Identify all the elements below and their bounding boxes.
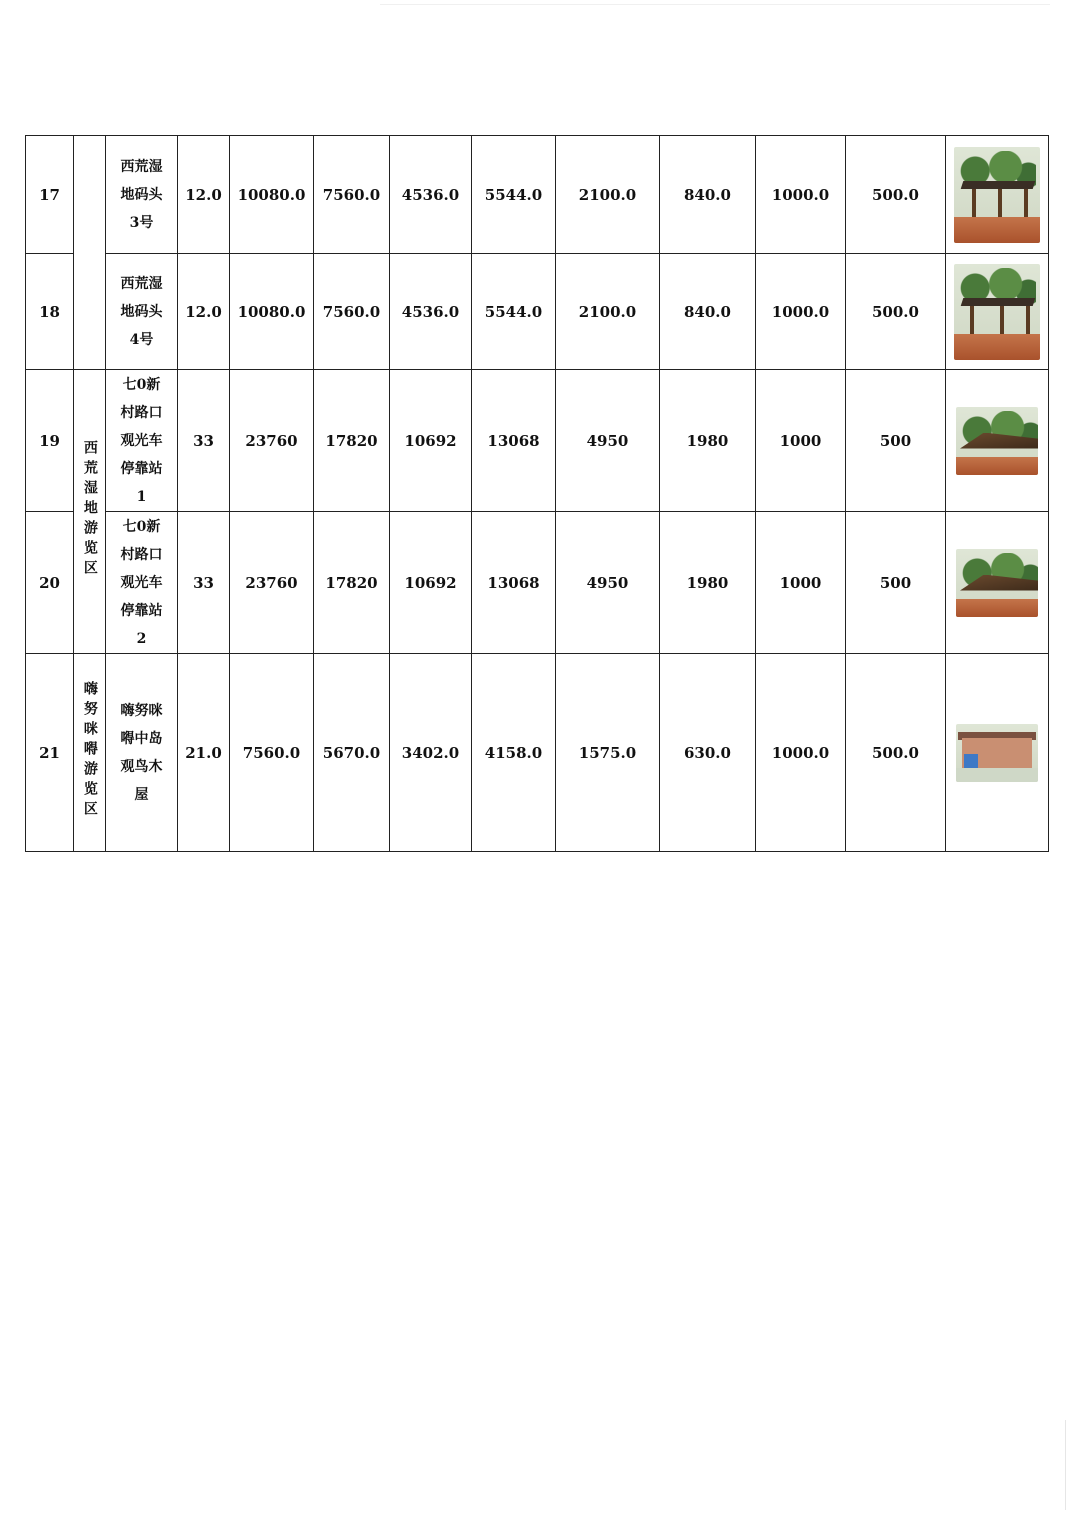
value-cell: 4536.0 — [390, 254, 472, 370]
row-number: 19 — [26, 370, 74, 512]
table-row — [26, 370, 1049, 512]
zone-label: 嗨努咪嘚游览区 — [81, 680, 98, 821]
value-cell: 23760 — [230, 370, 314, 512]
row-number: 20 — [26, 512, 74, 654]
value-cell: 13068 — [472, 370, 556, 512]
table-row — [26, 512, 1049, 654]
value-cell: 7560.0 — [314, 136, 390, 254]
value-cell: 5544.0 — [472, 254, 556, 370]
shelter-photo — [954, 264, 1040, 360]
value-cell: 23760 — [230, 512, 314, 654]
zone-cell-continued — [74, 136, 106, 370]
facility-name: 七0新 村路口 观光车 停靠站 1 — [106, 370, 178, 512]
facility-name: 七0新 村路口 观光车 停靠站 2 — [106, 512, 178, 654]
value-cell: 500 — [846, 370, 946, 512]
value-cell: 33 — [178, 370, 230, 512]
facility-table — [25, 135, 1049, 852]
value-cell: 7560.0 — [230, 654, 314, 852]
facility-name: 西荒湿 地码头 4号 — [106, 254, 178, 370]
value-cell: 500.0 — [846, 654, 946, 852]
value-cell: 1000.0 — [756, 654, 846, 852]
table-row — [26, 254, 1049, 370]
value-cell: 10080.0 — [230, 254, 314, 370]
zone-cell — [74, 654, 106, 852]
value-cell: 10692 — [390, 512, 472, 654]
photo-cell — [946, 654, 1049, 852]
zone-label: 西荒湿地游览区 — [81, 439, 98, 580]
photo-cell — [946, 370, 1049, 512]
value-cell: 10080.0 — [230, 136, 314, 254]
value-cell: 17820 — [314, 512, 390, 654]
value-cell: 1000 — [756, 512, 846, 654]
shelter-photo — [954, 147, 1040, 243]
value-cell: 2100.0 — [556, 254, 660, 370]
facility-name: 西荒湿 地码头 3号 — [106, 136, 178, 254]
value-cell: 5544.0 — [472, 136, 556, 254]
value-cell: 3402.0 — [390, 654, 472, 852]
value-cell: 1980 — [660, 370, 756, 512]
row-number: 21 — [26, 654, 74, 852]
value-cell: 1000.0 — [756, 254, 846, 370]
value-cell: 13068 — [472, 512, 556, 654]
value-cell: 10692 — [390, 370, 472, 512]
value-cell: 4950 — [556, 370, 660, 512]
scan-edge — [1065, 1420, 1066, 1510]
value-cell: 1980 — [660, 512, 756, 654]
value-cell: 500.0 — [846, 254, 946, 370]
value-cell: 1575.0 — [556, 654, 660, 852]
bus-stop-photo — [956, 549, 1038, 617]
value-cell: 1000 — [756, 370, 846, 512]
value-cell: 12.0 — [178, 254, 230, 370]
value-cell: 840.0 — [660, 136, 756, 254]
value-cell: 500 — [846, 512, 946, 654]
value-cell: 17820 — [314, 370, 390, 512]
value-cell: 840.0 — [660, 254, 756, 370]
value-cell: 12.0 — [178, 136, 230, 254]
zone-cell — [74, 370, 106, 654]
value-cell: 4950 — [556, 512, 660, 654]
value-cell: 7560.0 — [314, 254, 390, 370]
value-cell: 5670.0 — [314, 654, 390, 852]
row-number: 17 — [26, 136, 74, 254]
row-number: 18 — [26, 254, 74, 370]
birdwatching-hut-photo — [956, 724, 1038, 782]
value-cell: 2100.0 — [556, 136, 660, 254]
value-cell: 4536.0 — [390, 136, 472, 254]
scan-artifact — [380, 4, 1050, 5]
bus-stop-photo — [956, 407, 1038, 475]
value-cell: 1000.0 — [756, 136, 846, 254]
value-cell: 21.0 — [178, 654, 230, 852]
table-row — [26, 136, 1049, 254]
value-cell: 4158.0 — [472, 654, 556, 852]
photo-cell — [946, 254, 1049, 370]
photo-cell — [946, 512, 1049, 654]
value-cell: 500.0 — [846, 136, 946, 254]
value-cell: 33 — [178, 512, 230, 654]
photo-cell — [946, 136, 1049, 254]
value-cell: 630.0 — [660, 654, 756, 852]
table-row — [26, 654, 1049, 852]
facility-name: 嗨努咪 嘚中岛 观鸟木 屋 — [106, 654, 178, 852]
